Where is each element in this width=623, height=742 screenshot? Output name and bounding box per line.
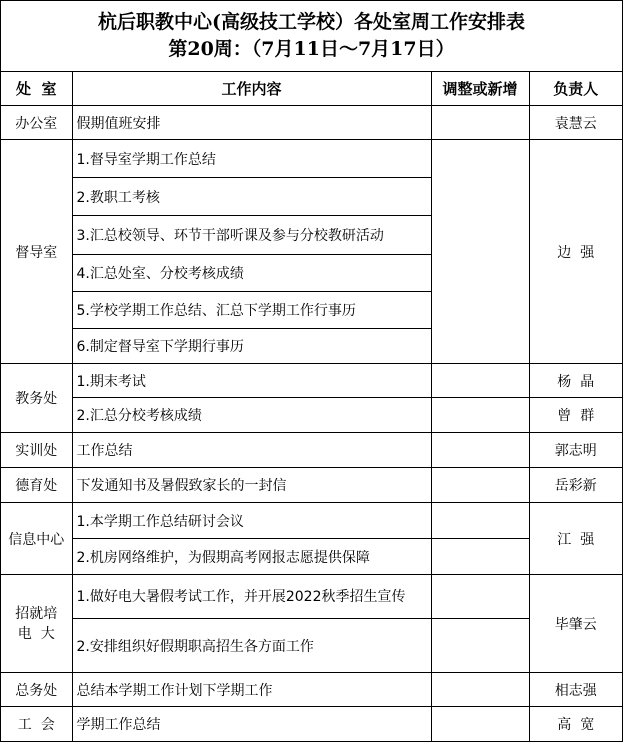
task-cell: 2.汇总分校考核成绩 <box>72 398 431 433</box>
adjust-cell[interactable] <box>431 673 529 707</box>
responsible-cell: 曾 群 <box>529 398 622 433</box>
task-cell: 1.做好电大暑假考试工作，并开展2022秋季招生宣传 <box>72 575 431 619</box>
adjust-cell[interactable] <box>431 468 529 503</box>
table-row <box>1 539 622 575</box>
adjust-cell[interactable] <box>431 707 529 741</box>
task-cell: 2.安排组织好假期职高招生各方面工作 <box>72 619 431 673</box>
task-cell: 3.汇总校领导、环节干部听课及参与分校教研活动 <box>72 216 431 255</box>
adjust-cell[interactable] <box>431 433 529 468</box>
title-main: 杭后职教中心(高级技工学校）各处室周工作安排表 <box>98 11 525 33</box>
adjust-cell[interactable] <box>431 575 529 619</box>
dept-general: 总务处 <box>1 673 72 707</box>
dept-moral: 德育处 <box>1 468 72 503</box>
table-row <box>1 398 622 433</box>
table-row <box>1 673 622 707</box>
responsible-cell: 边 强 <box>529 140 622 364</box>
title-week: 第20周：（7月11日～7月17日） <box>168 38 455 60</box>
header-dept: 处 室 <box>1 72 72 106</box>
task-cell: 2.机房网络维护，为假期高考网报志愿提供保障 <box>72 539 431 575</box>
header-content: 工作内容 <box>72 72 431 106</box>
responsible-cell: 岳彩新 <box>529 468 622 503</box>
dept-office: 办公室 <box>1 106 72 140</box>
table-row <box>1 140 622 178</box>
task-cell: 2.教职工考核 <box>72 178 431 216</box>
dept-supervision: 督导室 <box>1 140 72 364</box>
task-cell: 假期值班安排 <box>72 106 431 140</box>
header-row <box>1 72 622 106</box>
responsible-cell: 江 强 <box>529 503 622 575</box>
task-cell: 总结本学期工作计划下学期工作 <box>72 673 431 707</box>
task-cell: 下发通知书及暑假致家长的一封信 <box>72 468 431 503</box>
dept-info: 信息中心 <box>1 503 72 575</box>
adjust-cell[interactable] <box>431 619 529 673</box>
responsible-cell: 高 宽 <box>529 707 622 741</box>
table-row <box>1 433 622 468</box>
table-row <box>1 619 622 673</box>
dept-enrollment: 招就培电 大 <box>1 575 72 673</box>
dept-union: 工 会 <box>1 707 72 741</box>
task-cell: 1.督导室学期工作总结 <box>72 140 431 178</box>
table-row <box>1 503 622 539</box>
dept-academic: 教务处 <box>1 364 72 433</box>
header-adjust: 调整或新增 <box>431 72 529 106</box>
task-cell: 1.本学期工作总结研讨会议 <box>72 503 431 539</box>
task-cell: 5.学校学期工作总结、汇总下学期工作行事历 <box>72 292 431 329</box>
task-cell: 1.期末考试 <box>72 364 431 398</box>
task-cell: 工作总结 <box>72 433 431 468</box>
responsible-cell: 相志强 <box>529 673 622 707</box>
adjust-cell[interactable] <box>431 140 529 364</box>
dept-training: 实训处 <box>1 433 72 468</box>
task-cell: 学期工作总结 <box>72 707 431 741</box>
table-row <box>1 106 622 140</box>
responsible-cell: 毕肇云 <box>529 575 622 673</box>
responsible-cell: 袁慧云 <box>529 106 622 140</box>
task-cell: 4.汇总处室、分校考核成绩 <box>72 255 431 292</box>
adjust-cell[interactable] <box>431 106 529 140</box>
adjust-cell[interactable] <box>431 503 529 539</box>
table-row <box>1 468 622 503</box>
schedule-table <box>1 72 622 741</box>
header-responsible: 负责人 <box>529 72 622 106</box>
table-row <box>1 707 622 741</box>
table-row <box>1 364 622 398</box>
sheet-title <box>1 1 622 72</box>
responsible-cell: 杨 晶 <box>529 364 622 398</box>
adjust-cell[interactable] <box>431 398 529 433</box>
table-row <box>1 575 622 619</box>
responsible-cell: 郭志明 <box>529 433 622 468</box>
task-cell: 6.制定督导室下学期行事历 <box>72 329 431 364</box>
adjust-cell[interactable] <box>431 539 529 575</box>
adjust-cell[interactable] <box>431 364 529 398</box>
